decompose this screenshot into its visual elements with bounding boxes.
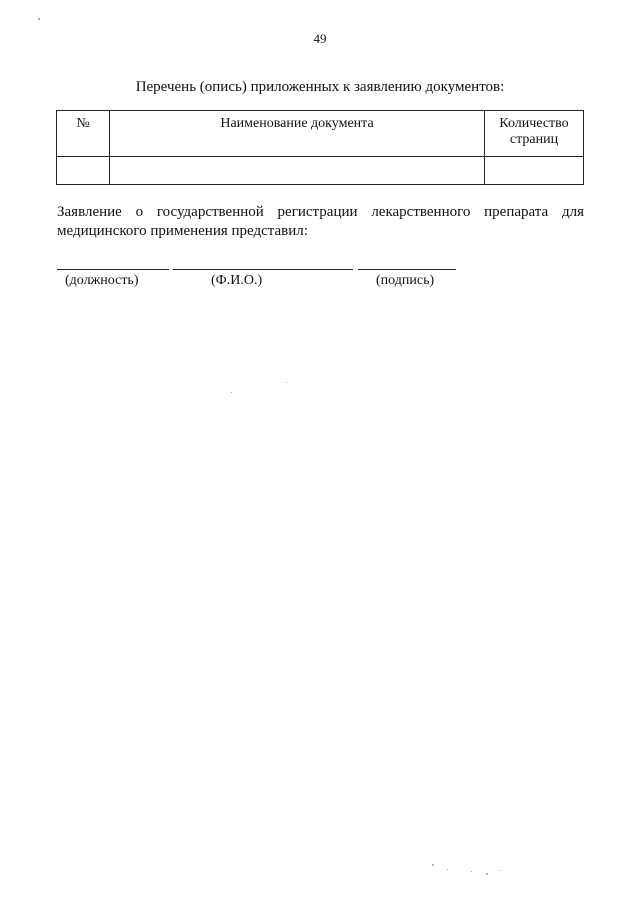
column-header-document-name: Наименование документа [110, 111, 485, 157]
table-cell-document-name [110, 157, 485, 185]
scan-speck [471, 871, 472, 872]
scan-speck [432, 864, 434, 866]
name-signature-line [173, 269, 353, 270]
scan-speck [486, 873, 488, 875]
position-signature-line [57, 269, 169, 270]
table-cell-page-count [485, 157, 584, 185]
scan-speck [286, 382, 287, 383]
table-cell-number [57, 157, 110, 185]
scan-speck [38, 18, 40, 20]
page-number: 49 [313, 31, 327, 46]
scan-speck [500, 870, 501, 871]
table-row [57, 157, 584, 185]
signature-line [358, 269, 456, 270]
table-header-row [57, 111, 584, 157]
document-list-table [56, 110, 584, 185]
document-list-title: Перечень (опись) приложенных к заявлению документов: [135, 79, 505, 95]
submission-statement: Заявление о государственной регистрации лекарственного препарата для медицинского применения представил: [57, 204, 584, 239]
name-label: (Ф.И.О.) [211, 273, 263, 288]
column-header-number: № [57, 111, 110, 157]
signature-label: (подпись) [376, 273, 435, 288]
position-label: (должность) [65, 273, 139, 288]
scan-speck [447, 869, 448, 870]
scan-speck [231, 392, 232, 393]
column-header-page-count: Количество страниц [485, 111, 584, 157]
